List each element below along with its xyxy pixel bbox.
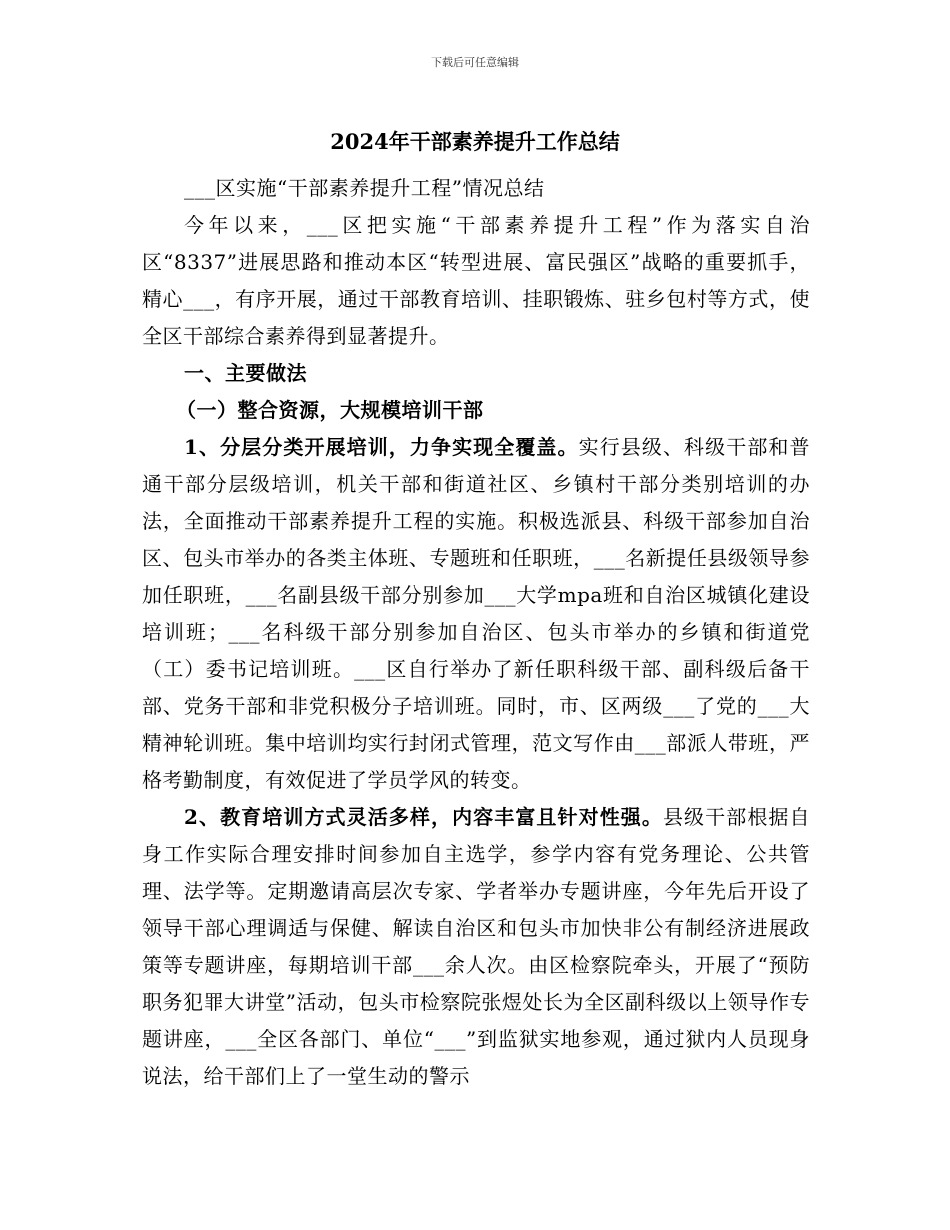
paragraph-item-2-text: 县级干部根据自身工作实际合理安排时间参加自主选学，参学内容有党务理论、公共管理、法学等。定期邀请高层次专家、学者举办专题讲座，今年先后开设了领导干部心理调适与保健、解读自治区和包头市加快非公有制经济进展政策等专题讲座，每期培训干部___余人次。由区检察院牵头，开展了“预防职务犯罪大讲堂”活动，包头市检察院张煜处长为全区副科级以上领导作专题讲座，___全区各部门、单位“___”到监狱实地参观，通过狱内人员现身说法，给干部们上了一堂生动的警示 (142, 805, 811, 1088)
paragraph-item-1 (142, 429, 810, 799)
paragraph-subtitle: ___区实施“干部素养提升工程”情况总结 (184, 176, 545, 200)
document-title: 2024年干部素养提升工作总结 (330, 129, 620, 154)
paragraph-intro: 今年以来，___区把实施“干部素养提升工程”作为落实自治区“8337”进展思路和推动本区“转型进展、富民强区”战略的重要抓手，精心___，有序开展，通过干部教育培训、挂职锻炼、驻乡包村等方式，使全区干部综合素养得到显著提升。 (142, 213, 810, 348)
paragraph-item-2-lead: 2、教育培训方式灵活多样，内容丰富且针对性强。 (184, 805, 663, 829)
paragraph-item-1-text: 实行县级、科级干部和普通干部分层级培训，机关干部和街道社区、乡镇村干部分类别培训的办法，全面推动干部素养提升工程的实施。积极选派县、科级干部参加自治区、包头市举办的各类主体班、专题班和任职班，___名新提任县级领导参加任职班，___名副县级干部分别参加___大学mpa班和自治区城镇化建设培训班；___名科级干部分别参加自治区、包头市举办的乡镇和街道党（工）委书记培训班。___区自行举办了新任职科级干部、副科级后备干部、党务干部和非党积极分子培训班。同时，市、区两级___了党的___大精神轮训班。集中培训均实行封闭式管理，范文写作由___部派人带班，严格考勤制度，有效促进了学员学风的转变。 (142, 435, 810, 792)
paragraph-item-2 (142, 799, 810, 1095)
paragraph-item-1-lead: 1、分层分类开展培训，力争实现全覆盖。 (184, 435, 579, 459)
header-note: 下载后可任意编辑 (431, 56, 519, 69)
section-heading: 一、主要做法 (184, 361, 307, 385)
subsection-heading: （一）整合资源，大规模培训干部 (176, 398, 484, 422)
document-body (142, 170, 810, 1095)
